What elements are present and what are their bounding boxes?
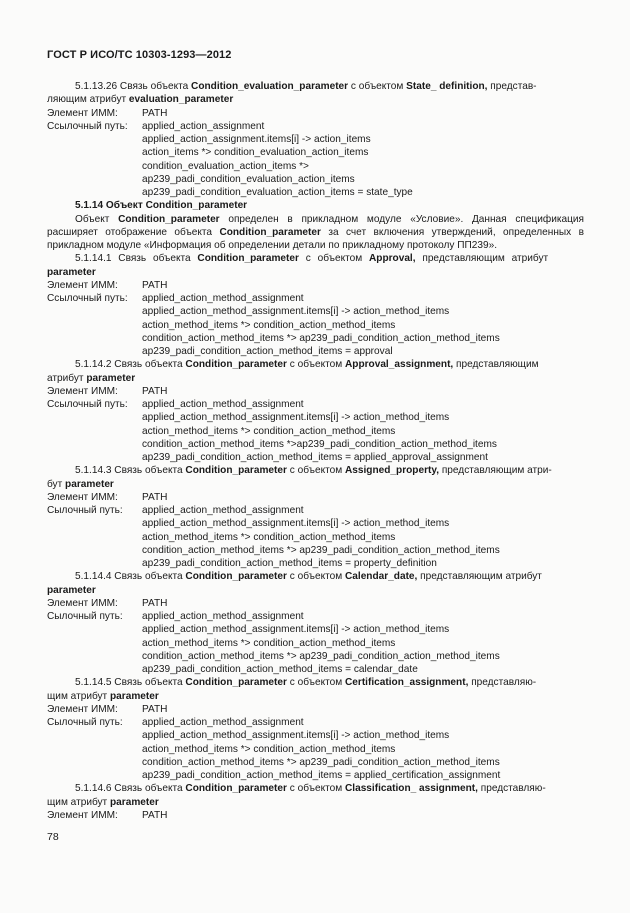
mapping-title-cont — [47, 266, 584, 279]
path-line: applied_action_method_assignment.items[i] -> action_method_items — [142, 624, 450, 636]
mapping-suffix: представляющим атрибут — [415, 253, 549, 265]
attribute-name: parameter — [86, 372, 136, 384]
mapping-line2-prefix: атрибут — [47, 372, 87, 384]
element-label: Элемент ИММ: — [47, 279, 118, 291]
attribute-name: evaluation_parameter — [128, 94, 234, 106]
element-value: PATH — [142, 385, 168, 397]
mapping-title — [47, 252, 584, 265]
target-name: Approval, — [368, 253, 416, 265]
path-row — [47, 716, 584, 729]
element-label: Элемент ИММ: — [47, 491, 118, 503]
path-line: ap239_padi_condition_evaluation_action_items — [142, 173, 355, 185]
page-number: 78 — [47, 831, 59, 843]
path-line: applied_action_method_assignment.items[i] -> action_method_items — [142, 730, 450, 742]
entity-name: Condition_parameter — [185, 571, 287, 583]
section-paragraph — [47, 213, 584, 253]
entity-name: Condition_parameter — [185, 359, 287, 371]
path-line: condition_action_method_items *> ap239_padi_condition_action_method_items — [142, 650, 500, 662]
mapping-title — [47, 570, 584, 583]
para-text: определен в прикладном модуле «Условие». Данная спецификация расширяет отображение объекта — [47, 213, 584, 238]
mapping-middle: с объектом — [348, 81, 407, 92]
mapping-title-cont — [47, 584, 584, 597]
mapping-title-cont — [47, 690, 584, 703]
path-line: ap239_padi_condition_action_method_items = property_definition — [142, 558, 437, 569]
element-row — [47, 279, 584, 292]
entity-name: Condition_parameter — [118, 213, 220, 225]
element-label: Элемент ИММ: — [47, 809, 118, 821]
path-line: action_method_items *> condition_action_method_items — [142, 637, 396, 649]
page-header: ГОСТ Р ИСО/ТС 10303-1293—2012 — [47, 49, 232, 61]
path-line: applied_action_method_assignment.items[i] -> action_method_items — [142, 412, 450, 424]
mapping-prefix: 5.1.14.3 Связь объекта — [75, 465, 186, 477]
mapping-middle: с объектом — [298, 253, 369, 265]
mapping-block-5-1-13-26 — [47, 80, 584, 199]
path-line: applied_action_assignment.items[i] -> action_items — [142, 134, 371, 145]
target-name: Assigned_property, — [344, 465, 440, 477]
page-content — [47, 80, 584, 822]
mapping-prefix: 5.1.13.26 Связь объекта — [75, 81, 192, 92]
target-name: Approval_assignment, — [344, 359, 454, 371]
mapping-line2-prefix: бут — [47, 478, 66, 490]
mapping-suffix: представляю- — [477, 783, 546, 795]
mapping-line2-prefix: щим атрибут — [47, 690, 110, 702]
path-line: ap239_padi_condition_action_method_items = applied_certification_assignment — [142, 770, 501, 781]
element-row — [47, 107, 584, 120]
mapping-prefix: 5.1.14.5 Связь объекта — [75, 677, 186, 689]
target-name: Classification_ assignment, — [344, 783, 478, 795]
mapping-block-5-1-14-3 — [47, 464, 584, 570]
element-label: Элемент ИММ: — [47, 703, 118, 715]
path-line: applied_action_method_assignment — [142, 717, 304, 728]
entity-name: Condition_parameter — [185, 465, 287, 477]
path-label: Сылочный путь: — [47, 505, 123, 516]
mapping-title-cont — [47, 372, 584, 385]
path-line: applied_action_method_assignment — [142, 399, 304, 410]
path-label: Ссылочный путь: — [47, 120, 128, 132]
path-row — [47, 504, 584, 517]
mapping-prefix: 5.1.14.2 Связь объекта — [75, 359, 186, 371]
target-name: Certification_assignment, — [344, 677, 469, 689]
element-row — [47, 703, 584, 716]
path-line: applied_action_method_assignment — [142, 293, 304, 304]
path-row — [47, 610, 584, 623]
path-line: ap239_padi_condition_action_method_items = applied_approval_assignment — [142, 452, 488, 463]
mapping-prefix: 5.1.14.4 Связь объекта — [75, 571, 186, 583]
element-row — [47, 597, 584, 610]
path-row — [47, 120, 584, 133]
mapping-title — [47, 464, 584, 477]
path-line: condition_action_method_items *> ap239_padi_condition_action_method_items — [142, 756, 500, 768]
mapping-title — [47, 782, 584, 795]
path-line: condition_action_method_items *> ap239_padi_condition_action_method_items — [142, 544, 500, 556]
mapping-block-5-1-14-5 — [47, 676, 584, 782]
element-value: PATH — [142, 107, 168, 119]
mapping-middle: с объектом — [286, 783, 345, 795]
attribute-name: parameter — [47, 584, 96, 596]
mapping-suffix: представляю- — [468, 677, 537, 689]
element-label: Элемент ИММ: — [47, 597, 118, 609]
attribute-name: parameter — [110, 690, 159, 702]
path-line: action_method_items *> condition_action_method_items — [142, 743, 396, 755]
element-value: PATH — [142, 703, 168, 715]
mapping-block-5-1-14-6 — [47, 782, 584, 822]
target-name: Calendar_date, — [344, 571, 418, 583]
entity-name: Condition_parameter — [185, 783, 287, 795]
path-line: ap239_padi_condition_action_method_items = calendar_date — [142, 664, 418, 675]
section-heading: 5.1.14 Объект Condition_parameter — [75, 200, 248, 212]
mapping-block-5-1-14-4 — [47, 570, 584, 676]
entity-name: Condition_parameter — [219, 226, 321, 238]
mapping-suffix: представляющим — [453, 359, 539, 371]
entity-name: Condition_parameter — [185, 677, 287, 689]
path-row — [47, 292, 584, 305]
mapping-title — [47, 676, 584, 689]
element-value: PATH — [142, 597, 168, 609]
mapping-middle: с объектом — [286, 571, 345, 583]
mapping-title — [47, 80, 584, 93]
mapping-block-5-1-14-1 — [47, 252, 584, 358]
attribute-name: parameter — [47, 266, 96, 278]
mapping-title-cont — [47, 93, 584, 106]
attribute-name: parameter — [110, 796, 159, 808]
mapping-suffix: представ- — [487, 81, 537, 92]
path-line: applied_action_method_assignment.items[i] -> action_method_items — [142, 306, 450, 318]
mapping-line2-prefix: щим атрибут — [47, 796, 110, 808]
element-label: Элемент ИММ: — [47, 385, 118, 397]
mapping-title-cont — [47, 478, 584, 491]
mapping-suffix: представляющим атри- — [439, 465, 552, 477]
path-line: action_method_items *> condition_action_method_items — [142, 425, 396, 437]
mapping-title-cont — [47, 796, 584, 809]
mapping-prefix: 5.1.14.6 Связь объекта — [75, 783, 186, 795]
mapping-middle: с объектом — [286, 359, 345, 371]
mapping-prefix: 5.1.14.1 Связь объекта — [75, 253, 198, 265]
path-line: applied_action_method_assignment.items[i] -> action_method_items — [142, 518, 450, 530]
element-value: PATH — [142, 491, 168, 503]
path-line: condition_evaluation_action_items *> — [142, 160, 309, 172]
entity-name: Condition_evaluation_parameter — [191, 81, 349, 92]
element-value: PATH — [142, 279, 168, 291]
path-line: applied_action_assignment — [142, 120, 265, 132]
path-label: Сылочный путь: — [47, 611, 123, 622]
path-row — [47, 398, 584, 411]
path-line: ap239_padi_condition_action_method_items = approval — [142, 346, 393, 357]
element-row — [47, 491, 584, 504]
mapping-middle: с объектом — [286, 465, 345, 477]
path-line: ap239_padi_condition_evaluation_action_items = state_type — [142, 187, 413, 198]
element-value: PATH — [142, 809, 168, 821]
path-label: Ссылочный путь: — [47, 399, 128, 410]
attribute-name: parameter — [65, 478, 114, 490]
path-line: applied_action_method_assignment — [142, 611, 304, 622]
target-name: State_ definition, — [406, 81, 488, 92]
element-row — [47, 385, 584, 398]
mapping-suffix: представляющим атрибут — [417, 571, 542, 583]
path-line: action_method_items *> condition_action_method_items — [142, 531, 396, 543]
entity-name: Condition_parameter — [197, 253, 299, 265]
path-line: condition_action_method_items *> ap239_padi_condition_action_method_items — [142, 332, 500, 344]
element-row — [47, 809, 584, 822]
path-line: action_method_items *> condition_action_method_items — [142, 319, 396, 331]
path-line: action_items *> condition_evaluation_action_items — [142, 147, 369, 159]
element-label: Элемент ИММ: — [47, 107, 118, 119]
path-label: Сылочный путь: — [47, 717, 123, 728]
mapping-line2-prefix: ляющим атрибут — [47, 94, 129, 106]
mapping-title — [47, 358, 584, 371]
path-label: Ссылочный путь: — [47, 293, 128, 304]
mapping-block-5-1-14-2 — [47, 358, 584, 464]
mapping-middle: с объектом — [286, 677, 345, 689]
para-text: Объект — [75, 213, 119, 225]
para-text: за счет включения утверждений, определенных в прикладном модуле «Информация об определении детали по прикладному протоколу ПП239». — [47, 226, 584, 251]
path-line: condition_action_method_items *>ap239_padi_condition_action_method_items — [142, 438, 497, 450]
path-line: applied_action_method_assignment — [142, 505, 304, 516]
